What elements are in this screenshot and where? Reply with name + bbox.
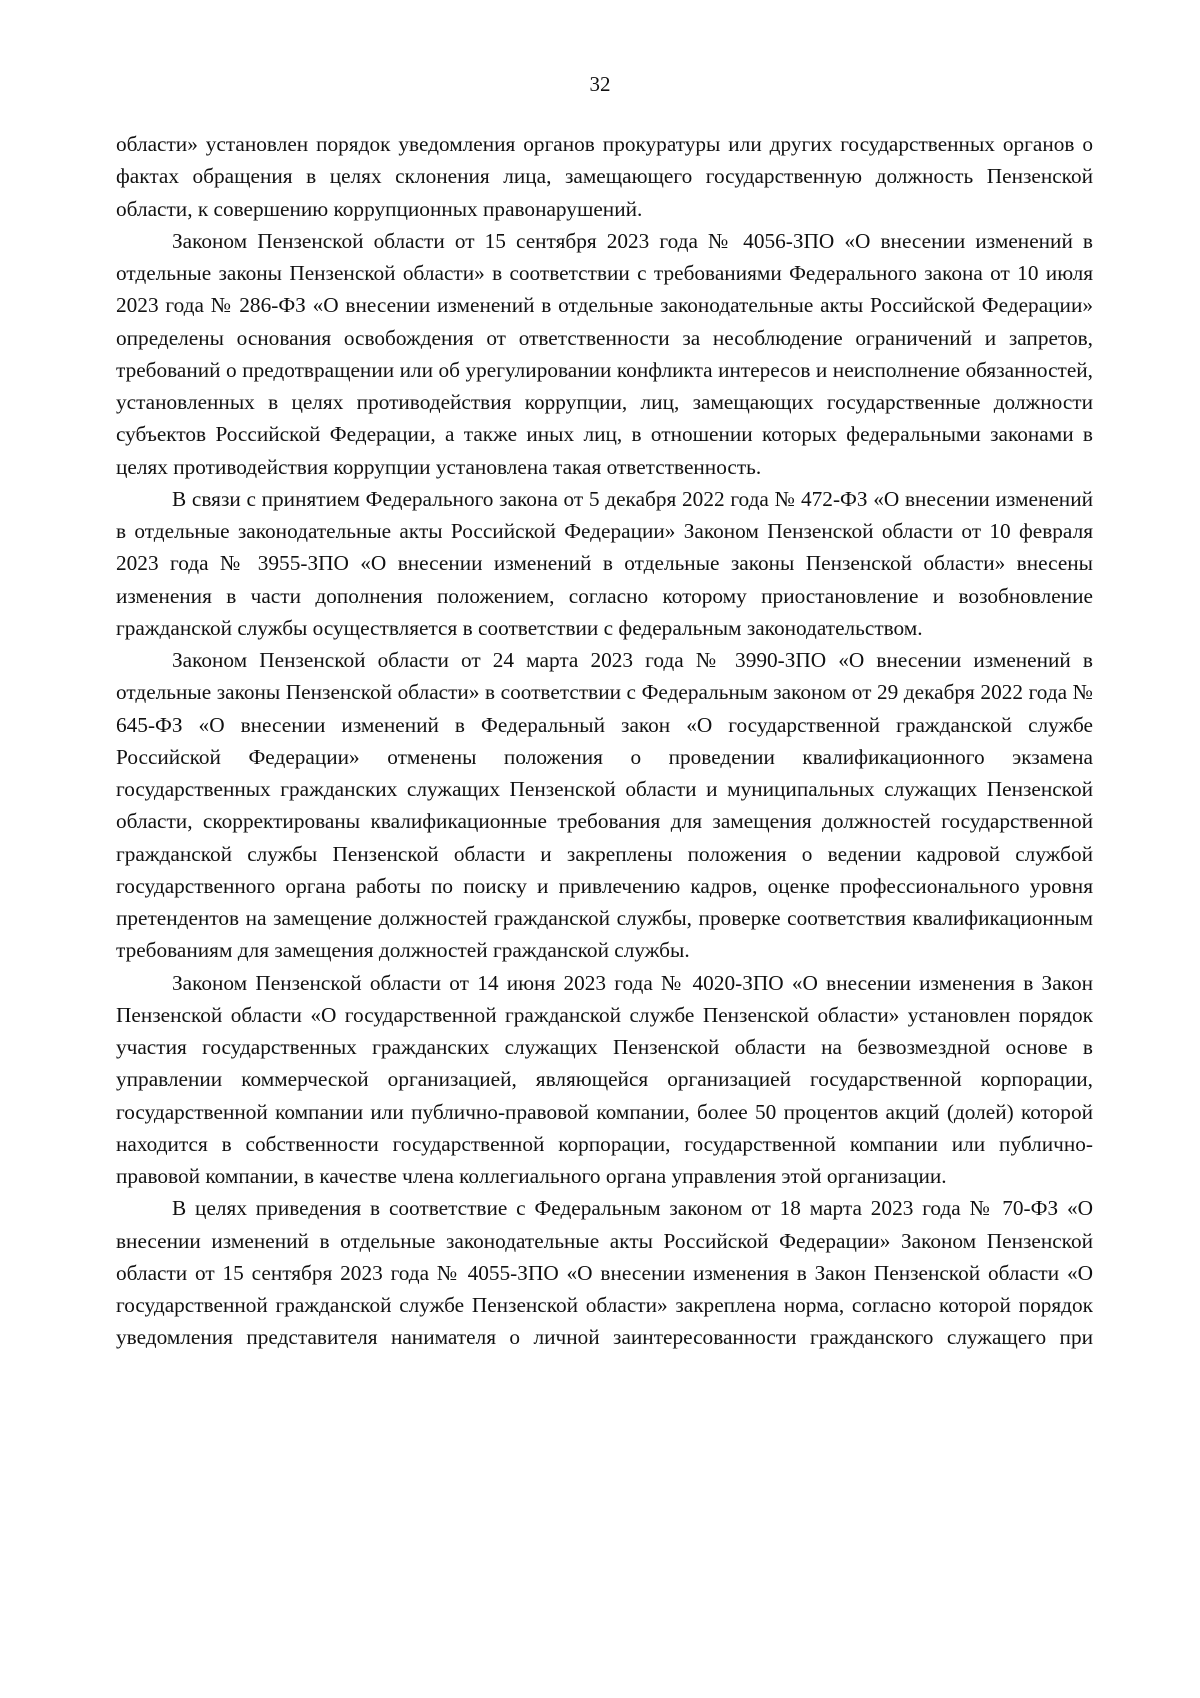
paragraph-continuation: области» установлен порядок уведомления органов прокуратуры или других государственных органов о фактах обращения в целях склонения лица, замещающего государственную должность Пензенской области, к совершению коррупционных правонарушений. (116, 132, 1093, 221)
paragraph-law-4055: В целях приведения в соответствие с Федеральным законом от 18 марта 2023 года № 70-ФЗ «О внесении изменений в отдельные законодательные акты Российской Федерации» Законом Пензенской области от 15 сентября 2023 года № 4055-ЗПО «О внесении изменения в Закон Пензенской области «О государственной гражданской службе Пензенской области» закреплена норма, согласно которой порядок уведомления представителя нанимателя о личной заинтересованности гражданского служащего при (116, 1196, 1093, 1350)
paragraph-law-3955: В связи с принятием Федерального закона от 5 декабря 2022 года № 472-ФЗ «О внесении изменений в отдельные законодательные акты Российской Федерации» Законом Пензенской области от 10 февраля 2023 года № 3955-ЗПО «О внесении изменений в отдельные законы Пензенской области» внесены изменения в части дополнения положением, согласно которому приостановление и возобновление гражданской службы осуществляется в соответствии с федеральным законодательством. (116, 486, 1093, 640)
paragraph-law-4020: Законом Пензенской области от 14 июня 2023 года № 4020-ЗПО «О внесении изменения в Закон Пензенской области «О государственной гражданской службе Пензенской области» установлен порядок участия государственных гражданских служащих Пензенской области на безвозмездной основе в управлении коммерческой организацией, являющейся организацией государственной корпорации, государственной компании или публично-правовой компании, более 50 процентов акций (долей) которой находится в собственности государственной корпорации, государственной компании или публично-правовой компании, в качестве члена коллегиального органа управления этой организации. (116, 970, 1093, 1188)
page-number: 32 (589, 72, 611, 96)
paragraph-law-3990: Законом Пензенской области от 24 марта 2023 года № 3990-ЗПО «О внесении изменений в отдельные законы Пензенской области» в соответствии с Федеральным законом от 29 декабря 2022 года № 645-ФЗ «О внесении изменений в Федеральный закон «О государственной гражданской службе Российской Федерации» отменены положения о проведении квалификационного экзамена государственных гражданских служащих Пензенской области и муниципальных служащих Пензенской области, скорректированы квалификационные требования для замещения должностей государственной гражданской службы Пензенской области и закреплены положения о ведении кадровой службой государственного органа работы по поиску и привлечению кадров, оценке профессионального уровня претендентов на замещение должностей гражданской службы, проверке соответствия квалификационным требованиям для замещения должностей гражданской службы. (116, 648, 1093, 963)
document-body (116, 128, 1093, 1354)
paragraph-law-4056: Законом Пензенской области от 15 сентября 2023 года № 4056-ЗПО «О внесении изменений в отдельные законы Пензенской области» в соответствии с требованиями Федерального закона от 10 июля 2023 года № 286-ФЗ «О внесении изменений в отдельные законодательные акты Российской Федерации» определены основания освобождения от ответственности за несоблюдение ограничений и запретов, требований о предотвращении или об урегулировании конфликта интересов и неисполнение обязанностей, установленных в целях противодействия коррупции, лиц, замещающих государственные должности субъектов Российской Федерации, а также иных лиц, в отношении которых федеральными законами в целях противодействия коррупции установлена такая ответственность. (116, 228, 1093, 479)
